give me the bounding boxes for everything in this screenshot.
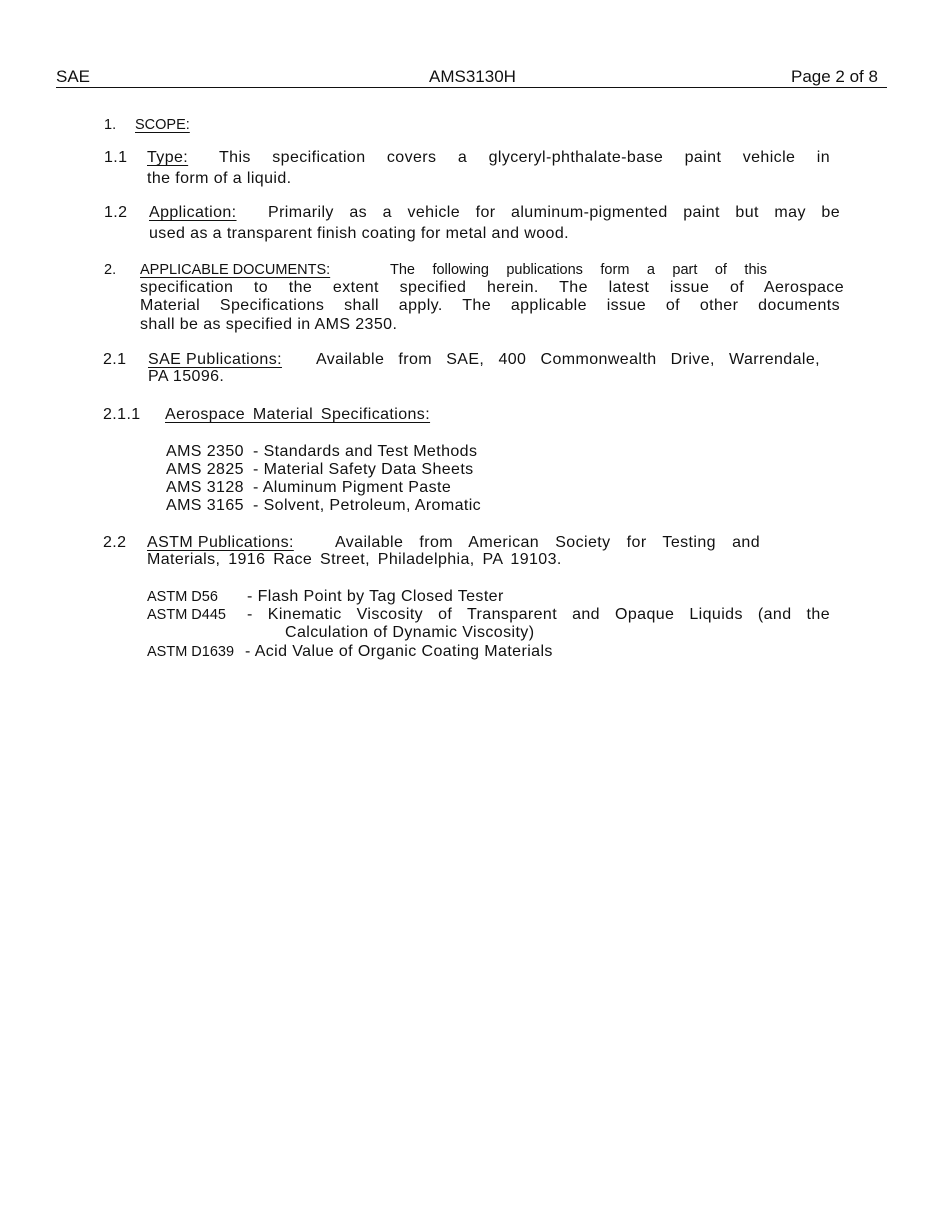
paragraph-line: used as a transparent finish coating for metal and wood. <box>149 225 569 242</box>
spec-description-continued: Calculation of Dynamic Viscosity) <box>285 624 535 641</box>
section-title: SAE Publications: <box>148 351 282 368</box>
paragraph-line: This specification covers a glyceryl-phthalate-base paint vehicle in <box>219 149 830 166</box>
spec-description: - Kinematic Viscosity of Transparent and Opaque Liquids (and the <box>247 606 830 623</box>
paragraph-line: Material Specifications shall apply. The applicable issue of other documents <box>140 297 840 314</box>
section-number: 1.2 <box>104 204 128 221</box>
spec-description: - Acid Value of Organic Coating Materials <box>245 643 553 660</box>
spec-code: AMS 3128 <box>166 479 244 496</box>
spec-description: - Standards and Test Methods <box>253 443 478 460</box>
spec-code: AMS 2825 <box>166 461 244 478</box>
section-title: Application: <box>149 204 237 221</box>
section-number: 2.1 <box>103 351 127 368</box>
paragraph-line: shall be as specified in AMS 2350. <box>140 316 398 333</box>
spec-description: - Solvent, Petroleum, Aromatic <box>253 497 482 514</box>
section-title: APPLICABLE DOCUMENTS: <box>140 262 331 278</box>
header-rule <box>56 87 887 88</box>
spec-code: ASTM D445 <box>147 607 226 623</box>
paragraph-line: Materials, 1916 Race Street, Philadelphia, PA 19103. <box>147 551 562 568</box>
section-number: 2.1.1 <box>103 406 141 423</box>
section-title: SCOPE: <box>135 117 190 133</box>
spec-description: - Aluminum Pigment Paste <box>253 479 452 496</box>
spec-code: AMS 2350 <box>166 443 244 460</box>
paragraph-line: Primarily as a vehicle for aluminum-pigmented paint but may be <box>268 204 840 221</box>
section-title: ASTM Publications: <box>147 534 294 551</box>
section-number: 2. <box>104 262 117 278</box>
spec-code: ASTM D56 <box>147 589 218 605</box>
section-number: 2.2 <box>103 534 127 551</box>
section-number: 1. <box>104 117 117 133</box>
spec-code: ASTM D1639 <box>147 644 235 660</box>
paragraph-line: PA 15096. <box>148 368 225 385</box>
paragraph-line: Available from American Society for Testing and <box>335 534 760 551</box>
header-org: SAE <box>56 67 91 86</box>
spec-description: - Flash Point by Tag Closed Tester <box>247 588 504 605</box>
spec-description: - Material Safety Data Sheets <box>253 461 474 478</box>
header-doc-number: AMS3130H <box>429 67 516 86</box>
section-number: 1.1 <box>104 149 128 166</box>
paragraph-line: specification to the extent specified herein. The latest issue of Aerospace <box>140 279 844 296</box>
header-page-number: Page 2 of 8 <box>791 67 878 86</box>
paragraph-line: the form of a liquid. <box>147 170 292 187</box>
section-title: Type: <box>147 149 189 166</box>
spec-code: AMS 3165 <box>166 497 244 514</box>
paragraph-line: Available from SAE, 400 Commonwealth Drive, Warrendale, <box>316 351 820 368</box>
section-title: Aerospace Material Specifications: <box>165 406 431 423</box>
paragraph-line: The following publications form a part of this <box>390 262 767 278</box>
